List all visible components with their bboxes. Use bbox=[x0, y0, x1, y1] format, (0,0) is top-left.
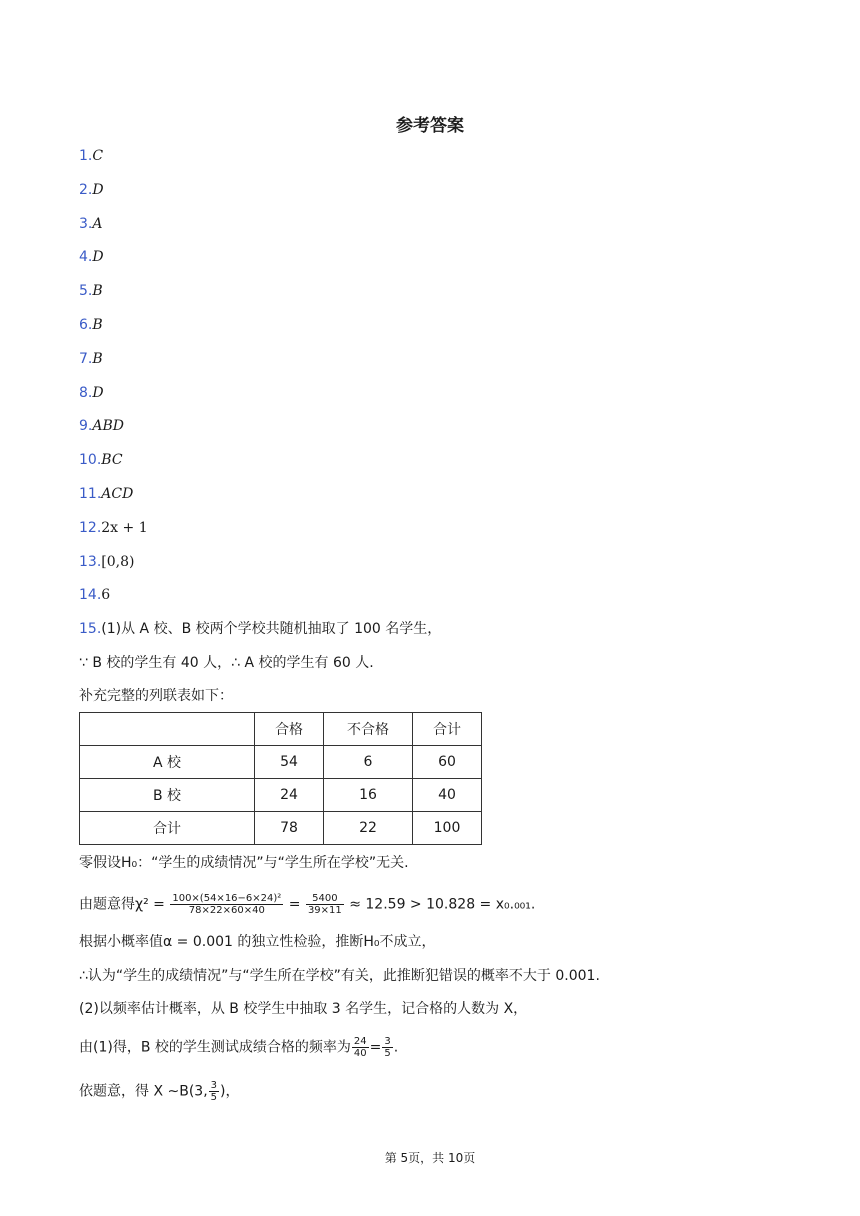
answer-number: 2. bbox=[79, 182, 93, 198]
table-cell: 合计 bbox=[80, 812, 255, 845]
answer-value: B bbox=[92, 351, 103, 367]
frequency-fraction: $\frac{24}{40}$ bbox=[353, 1036, 367, 1059]
null-hypothesis-line: 零假设H₀：“学生的成绩情况”与“学生所在学校”无关. bbox=[79, 855, 409, 871]
table-header-row bbox=[80, 713, 482, 746]
binomial-line: 依题意，得 X ∼B(3, $\frac{3}{5}$ )， bbox=[79, 1080, 240, 1103]
table-cell: 60 bbox=[413, 746, 482, 779]
answer-value: 2x + 1 bbox=[101, 520, 148, 536]
table-cell: 40 bbox=[413, 779, 482, 812]
table-cell: 24 bbox=[255, 779, 324, 812]
q15-number: 15. bbox=[79, 621, 102, 637]
answer-item bbox=[79, 552, 134, 572]
reduced-fraction: $\frac{3}{5}$ bbox=[384, 1036, 391, 1059]
answer-value: A bbox=[92, 216, 103, 232]
binomial-fraction: $\frac{3}{5}$ bbox=[210, 1080, 218, 1103]
answer-item bbox=[79, 146, 103, 166]
answer-value: B bbox=[92, 317, 103, 333]
answer-number: 3. bbox=[79, 216, 93, 232]
answer-item bbox=[79, 315, 103, 335]
q15-line1: 15.(1)从 A 校、B 校两个学校共随机抽取了 100 名学生， bbox=[79, 621, 442, 637]
table-cell: 合计 bbox=[413, 713, 482, 746]
answer-item bbox=[79, 383, 104, 403]
q15-line2: ∵ B 校的学生有 40 人，∴ A 校的学生有 60 人. bbox=[79, 655, 374, 671]
conclusion-line: ∴认为“学生的成绩情况”与“学生所在学校”有关，此推断犯错误的概率不大于 0.001. bbox=[79, 968, 600, 984]
table-row bbox=[80, 746, 482, 779]
table-cell bbox=[80, 713, 255, 746]
answer-value: BC bbox=[101, 452, 123, 468]
table-cell: 合格 bbox=[255, 713, 324, 746]
chi-square-fraction: $\frac{\text{100×(54×16−6×24)²}}{78\times 22\times 60\times 40}$ bbox=[172, 893, 282, 916]
page-title: 参考答案 bbox=[396, 116, 464, 136]
table-cell: 16 bbox=[324, 779, 413, 812]
answer-number: 9. bbox=[79, 418, 93, 434]
answer-number: 13. bbox=[79, 554, 102, 570]
answer-value: [0,8) bbox=[101, 554, 135, 570]
answer-value: C bbox=[92, 148, 104, 164]
table-cell: A 校 bbox=[80, 746, 255, 779]
answer-item bbox=[79, 281, 103, 301]
table-cell: 不合格 bbox=[324, 713, 413, 746]
answer-item bbox=[79, 450, 123, 470]
answer-item bbox=[79, 484, 133, 504]
page-footer: 第 5页，共 10页 bbox=[384, 1151, 476, 1165]
table-cell: B 校 bbox=[80, 779, 255, 812]
independence-test-line: 根据小概率值α = 0.001 的独立性检验，推断H₀不成立， bbox=[79, 934, 436, 950]
answer-value: ABD bbox=[92, 418, 124, 434]
answer-number: 8. bbox=[79, 385, 93, 401]
part2-line: (2)以频率估计概率，从 B 校学生中抽取 3 名学生，记合格的人数为 X， bbox=[79, 1001, 528, 1017]
answer-item bbox=[79, 247, 104, 267]
answer-number: 5. bbox=[79, 283, 93, 299]
table-row bbox=[80, 779, 482, 812]
answer-value: B bbox=[92, 283, 103, 299]
answer-item bbox=[79, 214, 102, 234]
answer-value: D bbox=[92, 385, 104, 401]
answer-value: D bbox=[92, 249, 104, 265]
frequency-line: 由(1)得，B 校的学生测试成绩合格的频率为 $\frac{24}{40}$ = $\frac{3}{5}$ . bbox=[79, 1036, 399, 1059]
answer-value: 6 bbox=[101, 587, 111, 603]
answer-number: 14. bbox=[79, 587, 102, 603]
answer-number: 12. bbox=[79, 520, 102, 536]
chi-square-line: 由题意得χ² = $\frac{\text{100×(54×16−6×24)²}}{78\times 22\times 60\times 40}$ = $\frac{5400}{39\times 11}$ ≈ 12.59 > 10.828 = x₀.₀₀₁. bbox=[79, 893, 536, 916]
q15-line3: 补充完整的列联表如下： bbox=[79, 688, 233, 704]
answer-number: 11. bbox=[79, 486, 102, 502]
answer-number: 6. bbox=[79, 317, 93, 333]
answer-item bbox=[79, 518, 148, 538]
answer-item bbox=[79, 349, 103, 369]
answer-number: 1. bbox=[79, 148, 93, 164]
simplified-fraction: $\frac{5400}{39\times 11}$ bbox=[307, 893, 342, 916]
answer-item bbox=[79, 416, 124, 436]
table-row bbox=[80, 812, 482, 845]
answer-number: 10. bbox=[79, 452, 102, 468]
answer-value: ACD bbox=[101, 486, 134, 502]
table-cell: 100 bbox=[413, 812, 482, 845]
table-cell: 6 bbox=[324, 746, 413, 779]
answer-item bbox=[79, 585, 110, 605]
answer-number: 4. bbox=[79, 249, 93, 265]
answer-number: 7. bbox=[79, 351, 93, 367]
contingency-table bbox=[79, 712, 482, 845]
answer-item bbox=[79, 180, 104, 200]
table-cell: 22 bbox=[324, 812, 413, 845]
table-cell: 78 bbox=[255, 812, 324, 845]
answer-value: D bbox=[92, 182, 104, 198]
table-cell: 54 bbox=[255, 746, 324, 779]
